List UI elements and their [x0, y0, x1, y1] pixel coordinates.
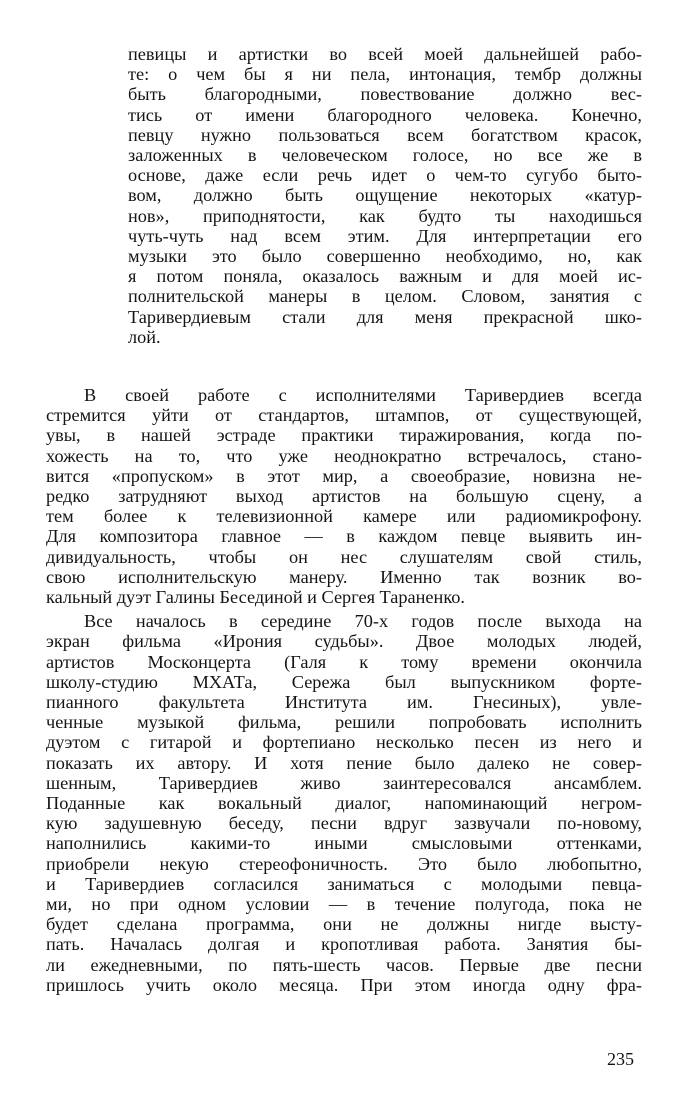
paragraph-line: будет сделана программа, они не должны нигде высту- — [46, 914, 642, 935]
paragraph-line: приобрели некую стереофоничность. Это было любопытно, — [46, 853, 642, 874]
quote-line: нов», приподнятости, как будто ты находишься — [128, 205, 642, 226]
paragraph-line: вится «пропуском» в этот мир, а своеобразие, новизна не- — [46, 465, 642, 486]
quote-line: музыки это было совершенно необходимо, но, как — [128, 246, 642, 267]
page-number: 235 — [607, 1049, 634, 1069]
quote-line: тись от имени благородного человека. Конечно, — [128, 104, 642, 125]
quote-line: вом, должно быть ощущение некоторых «катур- — [128, 185, 642, 206]
paragraph-line: увы, в нашей эстраде практики тиражирования, когда по- — [46, 425, 642, 446]
paragraph-line: наполнились какими-то иными смысловыми оттенками, — [46, 833, 642, 854]
paragraph-line: дуэтом с гитарой и фортепиано несколько песен из него и — [46, 732, 642, 753]
paragraph-line: пать. Началась долгая и кропотливая работа. Занятия бы- — [46, 934, 642, 955]
quote-line: я потом поняла, оказалось важным и для моей ис- — [128, 266, 642, 287]
quote-line: полнительской манеры в целом. Словом, занятия с — [128, 286, 642, 307]
paragraph-line: пришлось учить около месяца. При этом иногда одну фра- — [46, 974, 642, 995]
quote-line: основе, даже если речь идет о чем-то сугубо быто- — [128, 165, 642, 186]
paragraph-line: шенным, Таривердиев живо заинтересовался ансамблем. — [46, 772, 642, 793]
quote-line: певицы и артистки во всей моей дальнейшей рабо- — [128, 44, 642, 64]
quote-line: чуть-чуть над всем этим. Для интерпретации его — [128, 225, 642, 246]
paragraph-line: показать их автору. И хотя пение было далеко не совер- — [46, 752, 642, 773]
quote-line: лой. — [128, 326, 161, 347]
quote-line: те: о чем бы я ни пела, интонация, тембр должны — [128, 64, 642, 85]
paragraph-line: редко затрудняют выход артистов на большую сцену, а — [46, 486, 642, 507]
paragraph-line: ченные музыкой фильма, решили попробовать исполнить — [46, 712, 642, 733]
paragraph-line: экран фильма «Ирония судьбы». Двое молодых людей, — [46, 631, 642, 652]
paragraph-line: хожесть на то, что уже неоднократно встречалось, стано- — [46, 445, 642, 466]
paragraph-line: Все началось в середине 70-х годов после выхода на — [84, 611, 642, 632]
paragraph-line: кую задушевную беседу, песни вдруг зазвучали по-новому, — [46, 813, 642, 834]
quote-line: быть благородными, повествование должно вес- — [128, 84, 642, 105]
paragraph-line: тем более к телевизионной камере или радиомикрофону. — [46, 506, 642, 527]
paragraph-line: дивидуальность, чтобы он нес слушателям свой стиль, — [46, 546, 642, 567]
paragraph-line: артистов Москонцерта (Галя к тому времени окончила — [46, 651, 642, 672]
paragraph — [46, 611, 642, 995]
paragraph-line: Для композитора главное — в каждом певце выявить ин- — [46, 526, 642, 547]
paragraph-line: ми, но при одном условии — в течение полугода, пока не — [46, 894, 642, 915]
body-text — [46, 385, 642, 995]
paragraph — [46, 385, 642, 607]
paragraph-line: и Таривердиев согласился заниматься с молодыми певца- — [46, 873, 642, 894]
quote-block — [128, 44, 642, 347]
paragraph-line: школу-студию МХАТа, Сережа был выпускником форте- — [46, 671, 642, 692]
paragraph-line: Поданные как вокальный диалог, напоминающий негром- — [46, 793, 642, 814]
quote-line: певцу нужно пользоваться всем богатством красок, — [128, 124, 642, 145]
paragraph-line: свою исполнительскую манеру. Именно так возник во- — [46, 566, 642, 587]
paragraph-line: кальный дуэт Галины Бесединой и Сергея Тараненко. — [46, 587, 465, 608]
quote-line: заложенных в человеческом голосе, но все же в — [128, 145, 642, 166]
quote-line: Таривердиевым стали для меня прекрасной шко- — [128, 306, 642, 327]
paragraph-line: стремится уйти от стандартов, штампов, от существующей, — [46, 405, 642, 426]
paragraph-line: пианного факультета Института им. Гнесиных), увле- — [46, 692, 642, 713]
paragraph-line: ли ежедневными, по пять-шесть часов. Первые две песни — [46, 954, 642, 975]
paragraph-line: В своей работе с исполнителями Таривердиев всегда — [84, 385, 642, 405]
